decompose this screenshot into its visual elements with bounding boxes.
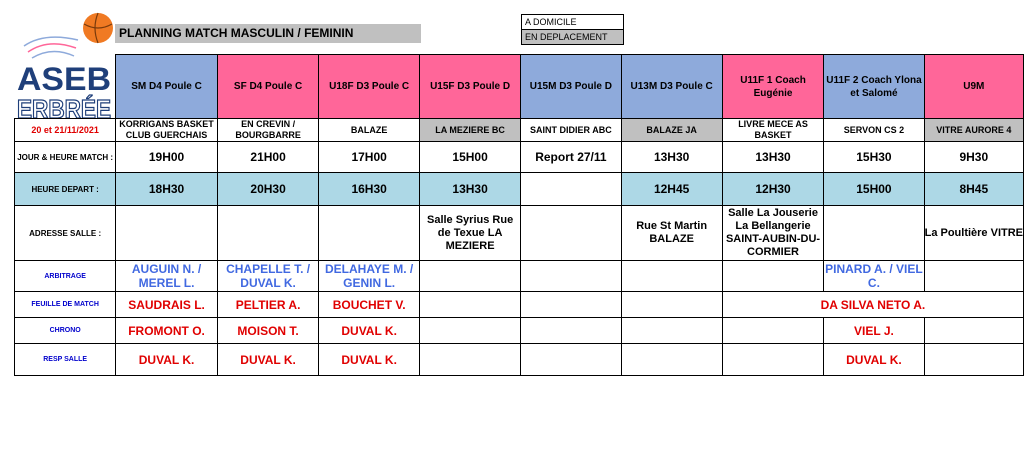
address-cell — [319, 206, 420, 261]
opponent-cell: EN CREVIN / BOURGBARRE — [217, 119, 319, 142]
match-date: 20 et 21/11/2021 — [15, 119, 116, 142]
feuille-cell: PELTIER A. — [217, 292, 319, 318]
departure-cell: 18H30 — [116, 173, 218, 206]
departure-cell: 16H30 — [319, 173, 420, 206]
chrono-cell: FROMONT O. — [116, 318, 218, 344]
resp-cell — [419, 344, 520, 376]
arbitrage-cell — [924, 261, 1023, 292]
arbitrage-cell: DELAHAYE M. / GENIN L. — [319, 261, 420, 292]
address-cell: La Poultière VITRE — [924, 206, 1023, 261]
logo-bottom-text: ERBRÉE — [17, 94, 111, 124]
address-cell: Rue St Martin BALAZE — [621, 206, 722, 261]
row-label: JOUR & HEURE MATCH : — [15, 142, 116, 173]
resp-cell — [621, 344, 722, 376]
arbitrage-row — [15, 261, 1024, 292]
match-time-cell: Report 27/11 — [521, 142, 621, 173]
departure-cell: 8H45 — [924, 173, 1023, 206]
team-header: U13M D3 Poule C — [621, 55, 722, 119]
team-header: U9M — [924, 55, 1023, 119]
chrono-cell — [722, 318, 823, 344]
resp-cell: DUVAL K. — [319, 344, 420, 376]
departure-row — [15, 173, 1024, 206]
address-cell — [824, 206, 924, 261]
row-label: RESP SALLE — [15, 344, 116, 376]
feuille-cell: BOUCHET V. — [319, 292, 420, 318]
chrono-cell: DUVAL K. — [319, 318, 420, 344]
arbitrage-cell: PINARD A. / VIEL C. — [825, 262, 923, 290]
team-header: U15F D3 Poule D — [419, 55, 520, 119]
team-header-row — [15, 55, 1024, 119]
opponent-cell: LA MEZIERE BC — [419, 119, 520, 142]
color-legend — [521, 14, 624, 45]
basketball-icon — [83, 13, 113, 43]
chrono-row — [15, 318, 1024, 344]
chrono-cell — [419, 318, 520, 344]
opponent-row — [15, 119, 1024, 142]
resp-cell: DUVAL K. — [824, 344, 924, 376]
feuille-cell: SAUDRAIS L. — [116, 292, 218, 318]
resp-row — [15, 344, 1024, 376]
opponent-cell: SAINT DIDIER ABC — [521, 119, 621, 142]
match-time-cell: 21H00 — [217, 142, 319, 173]
opponent-cell: VITRE AURORE 4 — [924, 119, 1023, 142]
match-time-cell: 19H00 — [116, 142, 218, 173]
team-header: U11F 2 Coach Ylona et Salomé — [824, 55, 924, 119]
address-cell — [217, 206, 319, 261]
team-header: SM D4 Poule C — [116, 55, 218, 119]
resp-cell — [521, 344, 621, 376]
feuille-cell — [521, 292, 621, 318]
team-header: U11F 1 Coach Eugénie — [722, 55, 823, 119]
opponent-cell: KORRIGANS BASKET CLUB GUERCHAIS — [116, 119, 218, 142]
arbitrage-cell: CHAPELLE T. / DUVAL K. — [217, 261, 319, 292]
departure-cell: 12H45 — [621, 173, 722, 206]
match-time-cell: 15H00 — [419, 142, 520, 173]
departure-cell — [521, 173, 621, 206]
row-label: ARBITRAGE — [15, 261, 116, 292]
legend-home: A DOMICILE — [522, 15, 623, 30]
team-header: SF D4 Poule C — [217, 55, 319, 119]
legend-away: EN DEPLACEMENT — [522, 30, 623, 44]
team-header: U18F D3 Poule C — [319, 55, 420, 119]
resp-cell: DUVAL K. — [217, 344, 319, 376]
feuille-row — [15, 292, 1024, 318]
arbitrage-cell: AUGUIN N. / MEREL L. — [116, 261, 218, 292]
chrono-cell — [521, 318, 621, 344]
address-cell: Salle La Jouserie La Bellangerie SAINT-AUBIN-DU-CORMIER — [722, 206, 823, 261]
logo-top-text: ASEB — [17, 61, 111, 97]
address-cell: Salle Syrius Rue de Texue LA MEZIERE — [419, 206, 520, 261]
arbitrage-cell — [722, 261, 823, 292]
chrono-cell — [924, 318, 1023, 344]
row-label: ADRESSE SALLE : — [15, 206, 116, 261]
address-row — [15, 206, 1024, 261]
feuille-shared-cell: DA SILVA NETO A. — [722, 292, 1023, 318]
departure-cell: 20H30 — [217, 173, 319, 206]
chrono-cell — [621, 318, 722, 344]
resp-cell — [924, 344, 1023, 376]
departure-cell: 15H00 — [824, 173, 924, 206]
match-time-row — [15, 142, 1024, 173]
arbitrage-cell — [521, 261, 621, 292]
match-time-cell: 15H30 — [824, 142, 924, 173]
departure-cell: 12H30 — [722, 173, 823, 206]
match-time-cell: 13H30 — [621, 142, 722, 173]
feuille-cell — [621, 292, 722, 318]
logo-cell — [15, 55, 116, 119]
row-label: HEURE DEPART : — [15, 173, 116, 206]
opponent-cell: SERVON CS 2 — [824, 119, 924, 142]
row-label: FEUILLE DE MATCH — [15, 292, 116, 318]
opponent-cell: BALAZE — [319, 119, 420, 142]
match-time-cell: 13H30 — [722, 142, 823, 173]
resp-cell: DUVAL K. — [116, 344, 218, 376]
feuille-cell — [419, 292, 520, 318]
schedule-table — [14, 54, 1024, 376]
match-time-cell: 9H30 — [924, 142, 1023, 173]
team-header: U15M D3 Poule D — [521, 55, 621, 119]
match-time-cell: 17H00 — [319, 142, 420, 173]
address-cell — [116, 206, 218, 261]
opponent-cell: BALAZE JA — [621, 119, 722, 142]
departure-cell: 13H30 — [419, 173, 520, 206]
row-label: CHRONO — [15, 318, 116, 344]
address-cell — [521, 206, 621, 261]
arbitrage-cell — [419, 261, 520, 292]
chrono-cell: VIEL J. — [824, 318, 924, 344]
chrono-cell: MOISON T. — [217, 318, 319, 344]
arbitrage-cell — [621, 261, 722, 292]
resp-cell — [722, 344, 823, 376]
opponent-cell: LIVRE MECE AS BASKET — [722, 119, 823, 142]
page-title: PLANNING MATCH MASCULIN / FEMININ — [115, 24, 421, 43]
